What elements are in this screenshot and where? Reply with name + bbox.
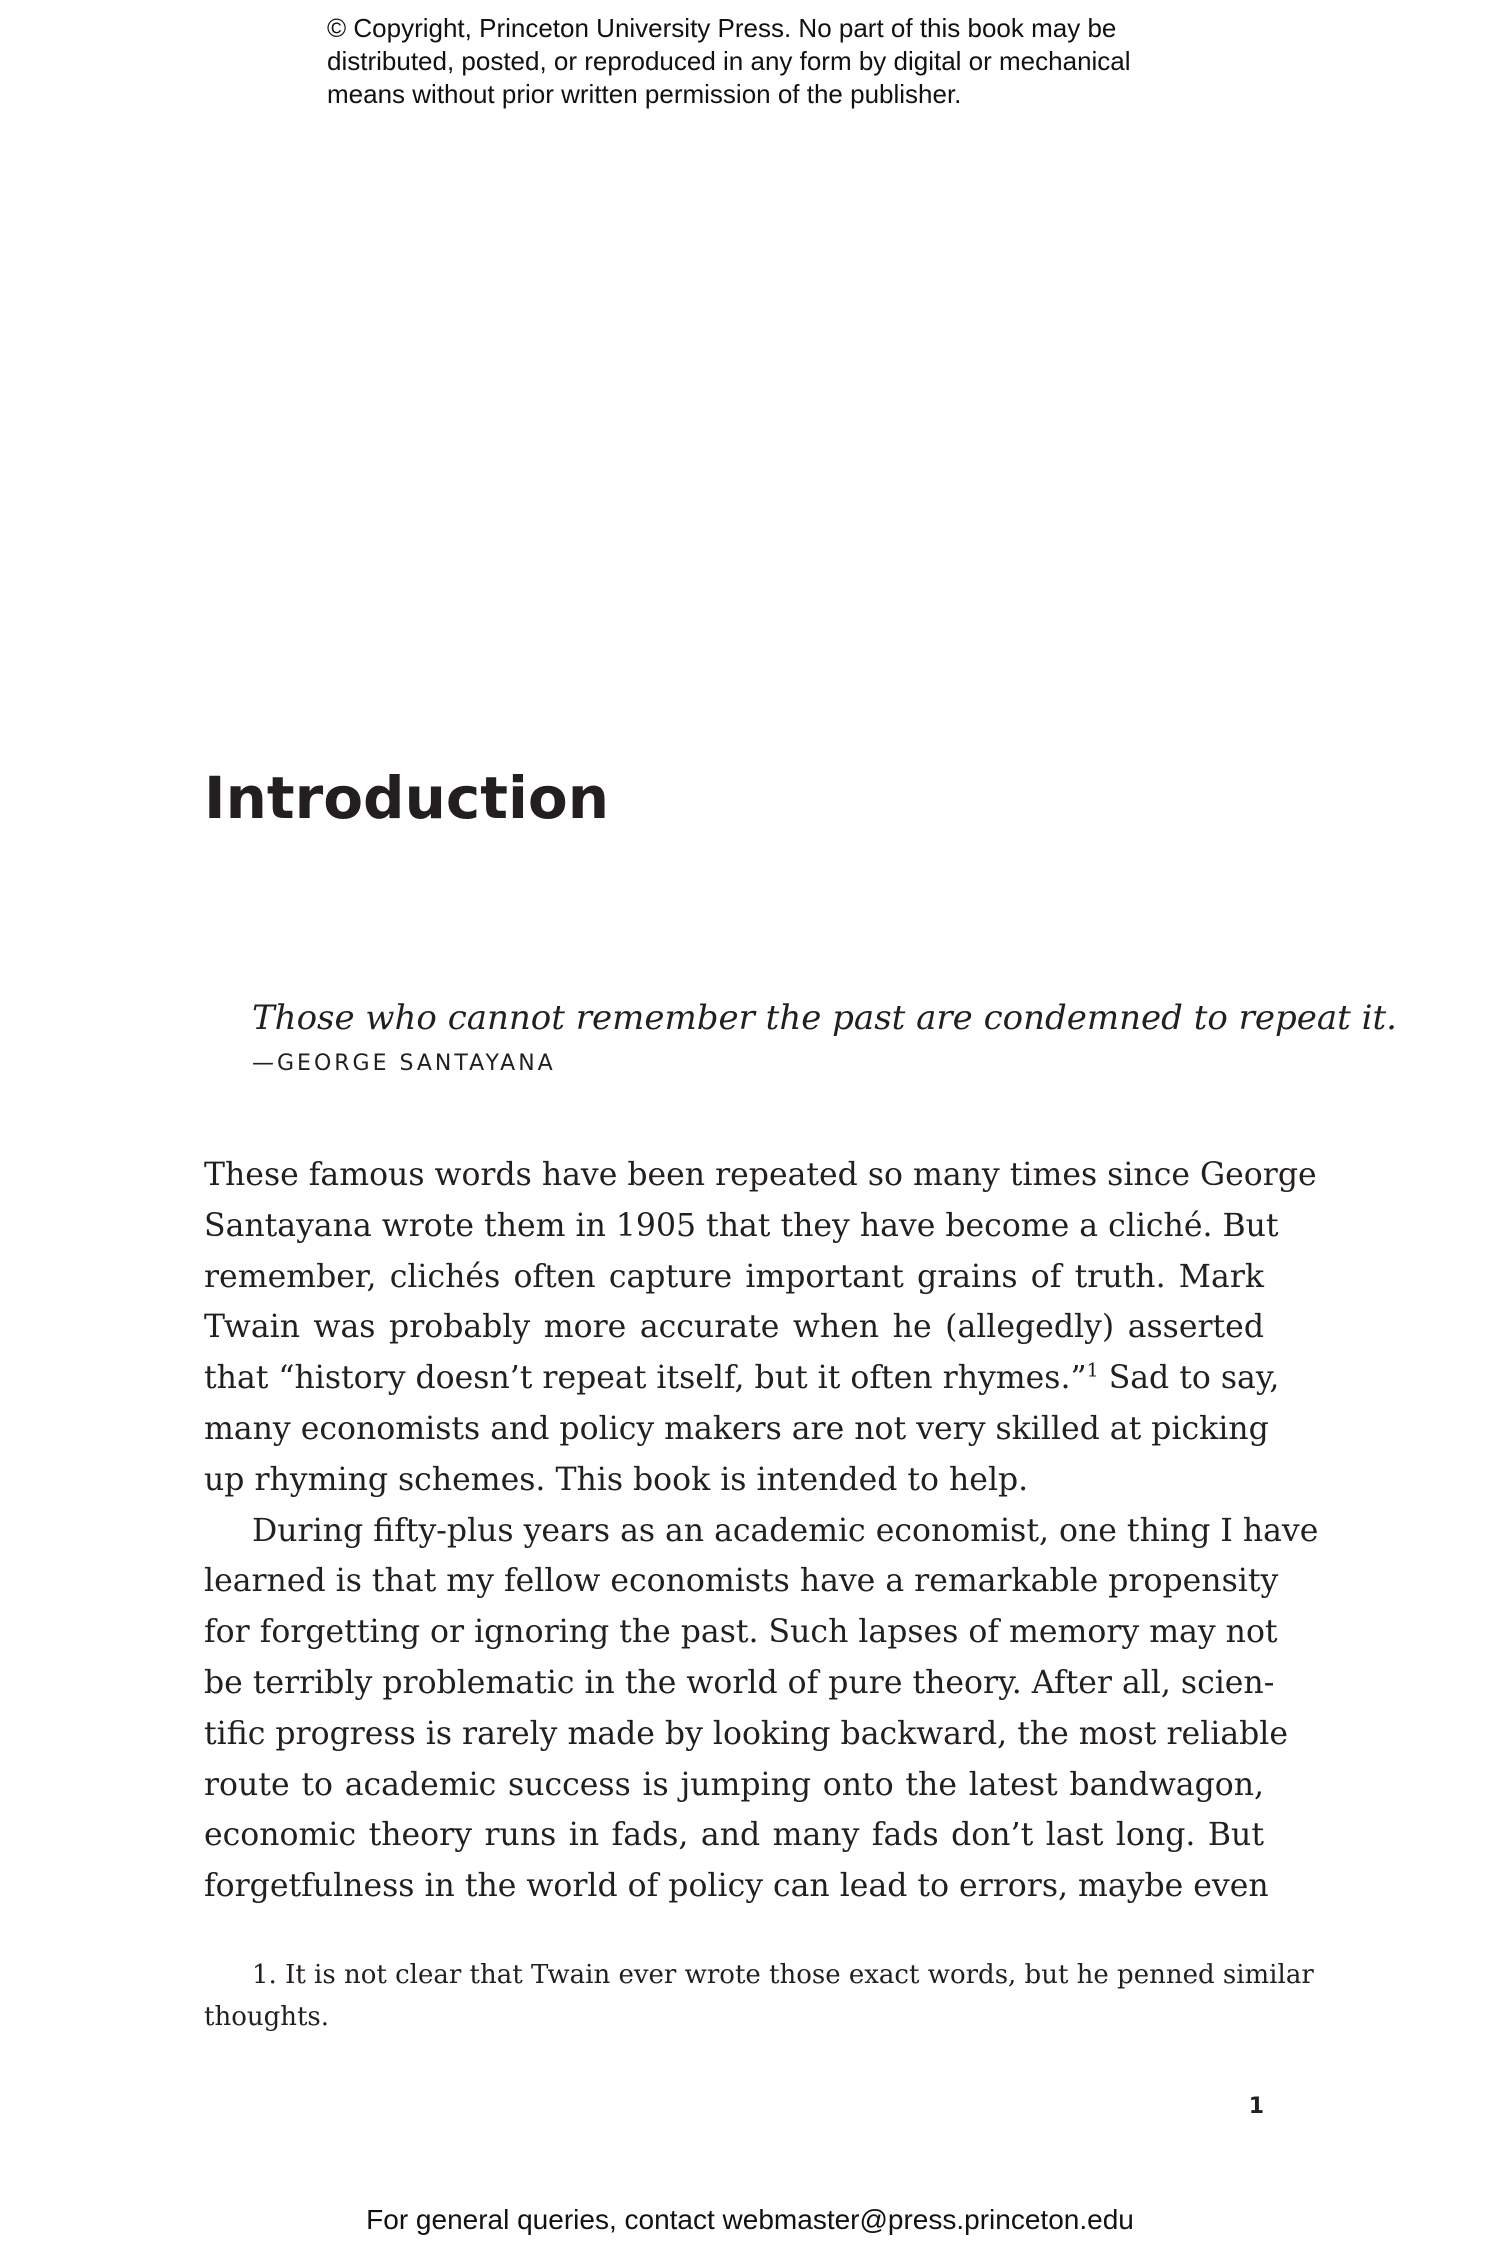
text-line: These famous words have been repeated so many times since George [204, 1157, 1317, 1193]
epigraph-attribution: —GEORGE SANTAYANA [252, 1051, 556, 1076]
copyright-notice [327, 12, 1227, 111]
text-line: tific progress is rarely made by looking backward, the most reliable [204, 1715, 1288, 1752]
text-line: learned is that my fellow economists have a remarkable propensity [204, 1563, 1279, 1600]
text-line: up rhyming schemes. This book is intended to help. [204, 1461, 1029, 1498]
text-line: economic theory runs in fads, and many fads don’t last long. But [204, 1817, 1264, 1854]
body-text [204, 1150, 1319, 1912]
footnote-line: thoughts. [204, 2002, 330, 2032]
copyright-line: means without prior written permission of the publisher. [327, 79, 962, 109]
chapter-title: Introduction [204, 764, 609, 832]
text-line: Twain was probably more accurate when he (allegedly) asserted [204, 1309, 1264, 1346]
paragraph [204, 1506, 1319, 1912]
paragraph [204, 1150, 1317, 1506]
text-line: forgetfulness in the world of policy can lead to errors, maybe even [204, 1868, 1269, 1905]
text-segment: that “history doesn’t repeat itself, but it often rhymes.” [204, 1360, 1087, 1397]
text-line: During fifty-plus years as an academic economist, one thing I have [252, 1512, 1319, 1549]
epigraph-quote: Those who cannot remember the past are condemned to repeat it. [252, 998, 1397, 1038]
text-line: be terribly problematic in the world of pure theory. After all, scien- [204, 1664, 1275, 1701]
text-line: Santayana wrote them in 1905 that they have become a cliché. But [204, 1207, 1279, 1244]
page-number: 1 [1248, 2094, 1264, 2119]
footnote [204, 1954, 1314, 2038]
text-line-with-footnote [204, 1353, 1280, 1404]
text-segment: Sad to say, [1098, 1360, 1280, 1397]
footnote-reference[interactable]: 1 [1086, 1359, 1099, 1382]
text-line: for forgetting or ignoring the past. Such lapses of memory may not [204, 1614, 1278, 1651]
footnote-line: 1. It is not clear that Twain ever wrote those exact words, but he penned similar [252, 1960, 1314, 1990]
copyright-line: © Copyright, Princeton University Press. No part of this book may be [327, 13, 1117, 43]
footer-contact: For general queries, contact webmaster@press.princeton.edu [366, 2204, 1134, 2235]
text-line: remember, clichés often capture important grains of truth. Mark [204, 1258, 1264, 1295]
epigraph [252, 993, 1397, 1081]
text-line: route to academic success is jumping onto the latest bandwagon, [204, 1766, 1264, 1803]
copyright-line: distributed, posted, or reproduced in any form by digital or mechanical [327, 46, 1131, 76]
text-line: many economists and policy makers are not very skilled at picking [204, 1410, 1269, 1447]
